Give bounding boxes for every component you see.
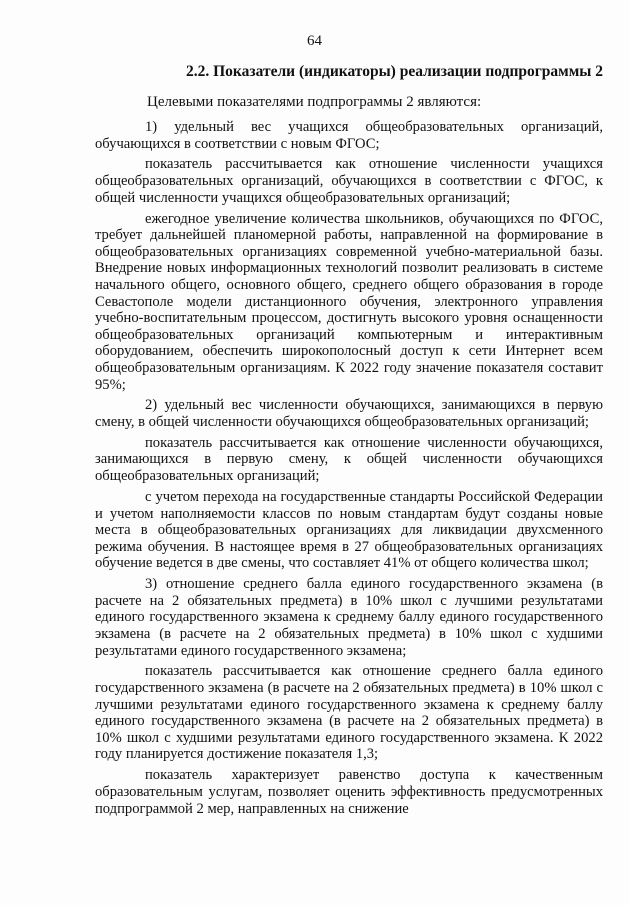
paragraph-calc-3: показатель рассчитывается как отношение среднего балла единого государственного экзамена (в расчете на 2 обязательных предмета) в 10% школ с лучшими результатами единого государственного экзамена к среднему баллу единого государственного экзамена (в расчете на 2 обязательных предмета) в 10% школ с худшими результатами единого государственного экзамена. К 2022 году планируется достижение показателя 1,3;: [95, 663, 603, 763]
paragraph-indicator-3: 3) отношение среднего балла единого государственного экзамена (в расчете на 2 обязательных предмета) в 10% школ с лучшими результатами единого государственного экзамена к среднему баллу единого государственного экзамена (в расчете на 2 обязательных предмета) в 10% школ с худшими результатами единого государственного экзамена;: [95, 576, 603, 659]
paragraph-detail-2: с учетом перехода на государственные стандарты Российской Федерации и учетом наполняемости классов по новым стандартам будут созданы новые места в общеобразовательных организациях для ликвидации двухсменного режима обучения. В настоящее время в 27 общеобразовательных организациях обучение ведется в две смены, что составляет 41% от общего количества школ;: [95, 488, 603, 572]
paragraph-indicator-1: 1) удельный вес учащихся общеобразовательных организаций, обучающихся в соответствии с новым ФГОС;: [95, 119, 603, 152]
page-number: 64: [307, 33, 322, 49]
paragraph-detail-1: ежегодное увеличение количества школьников, обучающихся по ФГОС, требует дальнейшей планомерной работы, направленной на формирование в общеобразовательных организациях современной учебно-материальной базы. Внедрение новых информационных технологий позволит реализовать в системе начального общего, основного общего, среднего общего образования в городе Севастополе модели дистанционного обучения, электронного управления учебно-воспитательным процессом, достигнуть высокого уровня оснащенности общеобразовательных организаций компьютерным и интерактивным оборудованием, обеспечить широкополосный доступ к сети Интернет всем общеобразовательным организациям. К 2022 году значение показателя составит 95%;: [95, 210, 603, 393]
intro-line: Целевыми показателями подпрограммы 2 являются:: [147, 94, 482, 110]
paragraph-calc-2: показатель рассчитывается как отношение численности обучающихся, занимающихся в первую смену, к общей численности обучающихся общеобразовательных организаций;: [95, 434, 603, 485]
section-heading: 2.2. Показатели (индикаторы) реализации подпрограммы 2: [186, 63, 603, 80]
paragraph-detail-3: показатель характеризует равенство доступа к качественным образовательным услугам, позволяет оценить эффективность предусмотренных подпрограммой 2 мер, направленных на снижение: [95, 767, 603, 817]
paragraph-indicator-2: 2) удельный вес численности обучающихся, занимающихся в первую смену, в общей численности обучающихся общеобразовательных организаций;: [95, 397, 603, 430]
paragraph-calc-1: показатель рассчитывается как отношение численности учащихся общеобразовательных организаций, обучающихся в соответствии с ФГОС, к общей численности учащихся общеобразовательных организаций;: [95, 156, 603, 206]
body-text: [95, 119, 603, 817]
